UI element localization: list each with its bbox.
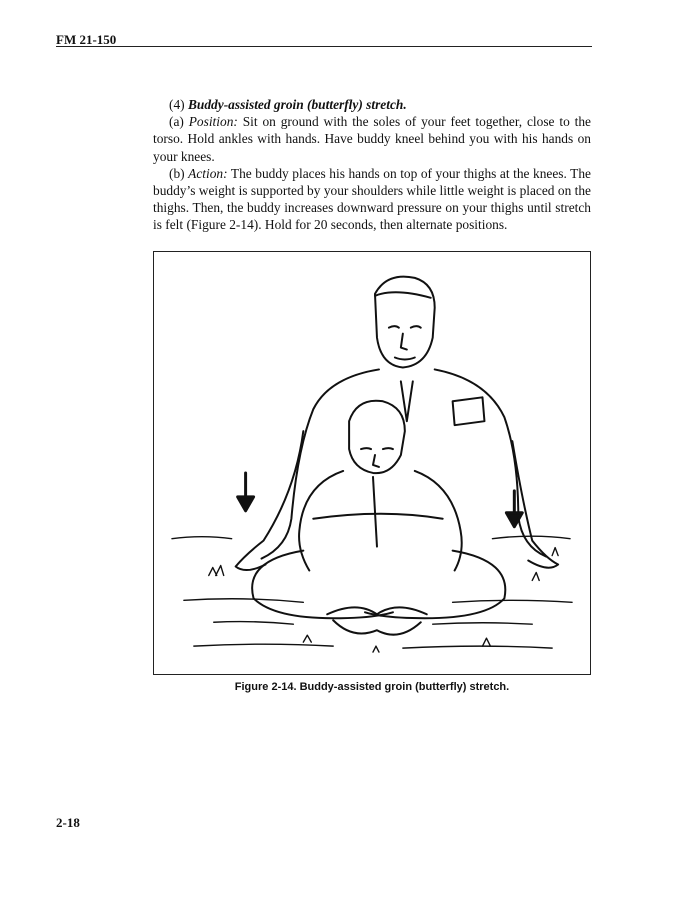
action-text: The buddy places his hands on top of your thighs at the knees. The buddy’s weight is supported by your shoulders while little weight is placed on the thighs. Then, the buddy increases downward pressure on your thighs until stretch is felt (Figure 2-14). Hold for 20 seconds, then alternate positions. xyxy=(153,165,591,233)
heading-title: Buddy-assisted groin (butterfly) stretch. xyxy=(187,97,407,112)
header-rule xyxy=(56,46,592,47)
buddy-body xyxy=(236,369,558,570)
figure-illustration xyxy=(153,251,591,675)
buddy-head xyxy=(375,277,435,368)
page-number: 2-18 xyxy=(56,815,80,830)
person-body xyxy=(299,471,462,571)
action-paragraph xyxy=(153,165,591,234)
position-lead: Position: xyxy=(188,114,238,130)
heading-number: (4) xyxy=(169,97,185,112)
section-heading xyxy=(153,96,591,113)
person-legs xyxy=(252,551,505,635)
person-head xyxy=(349,401,405,473)
ground-marks xyxy=(172,536,572,652)
position-text: Sit on ground with the soles of your feet together, close to the torso. Hold ankles with hands. Have buddy kneel behind you with his hands on your knees. xyxy=(153,114,591,164)
down-arrow-icon xyxy=(238,473,254,511)
butterfly-stretch-illustration xyxy=(154,252,590,674)
action-label: (b) xyxy=(169,165,185,181)
position-label: (a) xyxy=(169,114,184,130)
action-lead: Action: xyxy=(188,165,228,181)
position-paragraph xyxy=(153,113,591,165)
figure-caption: Figure 2-14. Buddy-assisted groin (butterfly) stretch. xyxy=(234,681,510,693)
document-id: FM 21-150 xyxy=(56,32,117,47)
section-body xyxy=(153,96,591,234)
